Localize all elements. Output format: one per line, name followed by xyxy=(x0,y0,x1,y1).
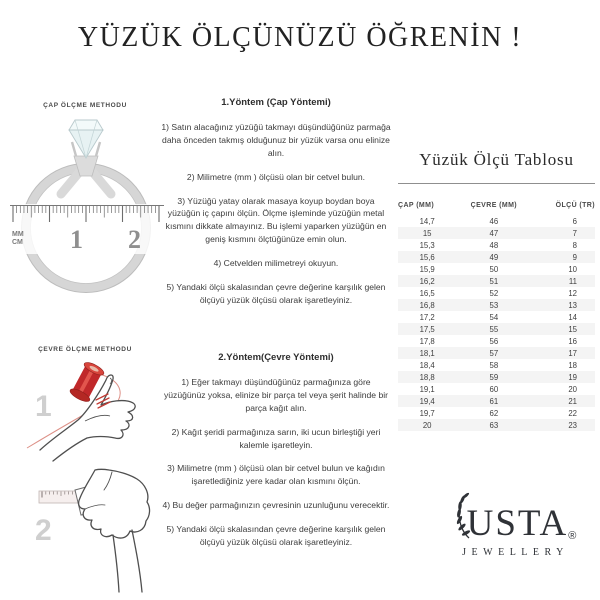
brand-logo xyxy=(435,492,591,558)
method1-heading: 1.Yöntem (Çap Yöntemi) xyxy=(221,97,331,108)
table-cell: 7 xyxy=(572,228,577,238)
table-row xyxy=(398,395,595,407)
figure-number-2: 2 xyxy=(35,514,52,547)
logo-subtitle: JEWELLERY xyxy=(462,547,569,558)
step-text: 5) Yandaki ölçü skalasından çevre değerine karşılık gelen ölçüyü yüzük ölçüsü olarak işaretleyiniz. xyxy=(166,524,386,548)
table-cell: 18,8 xyxy=(419,372,435,382)
table-cell: 12 xyxy=(568,288,577,298)
table-cell: 48 xyxy=(489,240,499,250)
table-cell: 17,2 xyxy=(419,312,435,322)
table-cell: 61 xyxy=(489,396,499,406)
table-cell: 63 xyxy=(489,420,499,430)
table-cell: 15 xyxy=(568,324,577,334)
pinching-hand-graphic xyxy=(79,469,150,592)
table-cell: 21 xyxy=(568,396,577,406)
ruler-graphic xyxy=(8,204,166,254)
step-text: 1) Eğer takmayı düşündüğünüz parmağınıza göre yüzüğünüz yoksa, elinize bir parça tel veya şerit halinde bir parça kağıt alın. xyxy=(163,377,389,413)
table-cell: 17,5 xyxy=(419,324,435,334)
method2-steps xyxy=(161,376,391,549)
table-cell: 6 xyxy=(572,216,577,226)
table-cell: 17,8 xyxy=(419,336,435,346)
table-cell: 11 xyxy=(568,276,577,286)
table-cell: 9 xyxy=(572,252,577,262)
table-cell: 10 xyxy=(568,264,577,274)
step-text: 3) Yüzüğü yatay olarak masaya koyup boydan boya yüzüğün iç çapını ölçün. Ölçme işleminde yüzüğün metal kısmını dikkate almayınız. Bu işlemi yaparken yüzüğün en geniş kısmını ölçtüğünüze emin olun. xyxy=(165,195,387,245)
hand-thread-illustration xyxy=(15,358,165,470)
table-cell: 20 xyxy=(568,384,577,394)
table-row xyxy=(398,299,595,311)
table-row xyxy=(398,251,595,263)
column-header-cap: ÇAP (MM) xyxy=(398,202,435,209)
table-cell: 13 xyxy=(568,300,577,310)
table-row xyxy=(398,347,595,359)
table-cell: 16,5 xyxy=(419,288,435,298)
table-cell: 20 xyxy=(422,420,432,430)
table-row xyxy=(398,311,595,323)
method2-heading: 2.Yöntem(Çevre Yöntemi) xyxy=(218,352,334,363)
table-cell: 56 xyxy=(489,336,499,346)
table-cell: 57 xyxy=(489,348,499,358)
table-row xyxy=(398,359,595,371)
table-row xyxy=(398,239,595,251)
table-row xyxy=(398,215,595,227)
table-cell: 55 xyxy=(489,324,499,334)
table-cell: 16,2 xyxy=(419,276,435,286)
ring-size-table xyxy=(398,196,595,431)
step-text: 5) Yandaki ölçü skalasından çevre değerine karşılık gelen ölçüyü yüzük ölçüsü olarak işaretleyiniz. xyxy=(166,282,386,305)
ruler-mm-label: MM xyxy=(12,231,24,238)
step-text: 3) Milimetre (mm ) ölçüsü olan bir cetvel bulun ve kağıdın işaretlediğiniz yere kadar olan kısmını ölçün. xyxy=(167,463,385,487)
table-divider xyxy=(398,183,595,184)
page-title: YÜZÜK ÖLÇÜNÜZÜ ÖĞRENİN ! xyxy=(77,22,523,53)
ruler-cm-label: CM xyxy=(12,239,23,246)
table-cell: 14 xyxy=(568,312,577,322)
table-cell: 19 xyxy=(568,372,577,382)
table-cell: 54 xyxy=(489,312,499,322)
table-cell: 16 xyxy=(568,336,577,346)
registered-trademark-icon: ® xyxy=(568,530,577,542)
table-row xyxy=(398,371,595,383)
table-cell: 47 xyxy=(489,228,499,238)
size-table-section xyxy=(398,150,595,431)
table-cell: 46 xyxy=(489,216,499,226)
logo-name: USTA xyxy=(466,503,569,544)
table-cell: 15 xyxy=(422,228,432,238)
table-row xyxy=(398,335,595,347)
column-header-cevre: ÇEVRE (MM) xyxy=(470,202,518,209)
table-cell: 51 xyxy=(489,276,499,286)
step-text: 2) Kağıt şeridi parmağınıza sarın, iki ucun birleştiği yeri kalemle işaretleyin. xyxy=(171,426,381,450)
step-text: 4) Cetvelden milimetreyi okuyun. xyxy=(213,258,339,269)
figure-number-1: 1 xyxy=(35,390,52,423)
diameter-method-label: ÇAP ÖLÇME METHODU xyxy=(43,102,127,109)
table-row xyxy=(398,407,595,419)
step-text: 4) Bu değer parmağınızın çevresinin uzunluğunu verecektir. xyxy=(162,500,390,511)
column-header-olcu: ÖLÇÜ (TR) xyxy=(555,202,595,209)
table-row xyxy=(398,263,595,275)
method1-steps xyxy=(161,121,391,307)
table-cell: 16,8 xyxy=(419,300,435,310)
table-cell: 58 xyxy=(489,360,499,370)
table-cell: 8 xyxy=(572,240,577,250)
table-cell: 52 xyxy=(489,288,499,298)
table-row xyxy=(398,275,595,287)
table-cell: 17 xyxy=(568,348,577,358)
table-cell: 62 xyxy=(489,408,499,418)
table-cell: 15,3 xyxy=(419,240,435,250)
table-cell: 49 xyxy=(489,252,499,262)
method1-section xyxy=(161,97,391,318)
table-cell: 19,1 xyxy=(419,384,435,394)
table-cell: 53 xyxy=(489,300,499,310)
method2-section xyxy=(161,352,391,560)
table-row xyxy=(398,419,595,431)
table-cell: 50 xyxy=(489,264,499,274)
table-cell: 22 xyxy=(568,408,577,418)
table-cell: 18,4 xyxy=(419,360,435,370)
table-row xyxy=(398,323,595,335)
table-cell: 59 xyxy=(489,372,499,382)
ring-ruler-illustration xyxy=(8,112,166,294)
table-row xyxy=(398,287,595,299)
step-text: 1) Satın alacağınız yüzüğü takmayı düşündüğünüz parmağa daha önceden takmış olduğunuz bir yüzük varsa onu elinize alın. xyxy=(161,122,391,158)
table-header-row xyxy=(398,196,595,215)
size-table-title: Yüzük Ölçü Tablosu xyxy=(419,150,574,169)
table-cell: 60 xyxy=(489,384,499,394)
table-cell: 18 xyxy=(568,360,577,370)
table-cell: 19,7 xyxy=(419,408,435,418)
table-row xyxy=(398,227,595,239)
table-cell: 19,4 xyxy=(419,396,435,406)
table-cell: 15,9 xyxy=(419,264,435,274)
table-cell: 15,6 xyxy=(419,252,435,262)
hand-measure-illustration xyxy=(15,468,165,593)
table-cell: 18,1 xyxy=(419,348,435,358)
circumference-method-label: ÇEVRE ÖLÇME METHODU xyxy=(38,346,132,353)
table-row xyxy=(398,383,595,395)
table-cell: 14,7 xyxy=(419,216,435,226)
ruler-number-2: 2 xyxy=(128,225,141,254)
table-cell: 23 xyxy=(568,420,577,430)
step-text: 2) Milimetre (mm ) ölçüsü olan bir cetvel bulun. xyxy=(186,171,366,182)
size-table-body xyxy=(398,215,595,431)
ruler-number-1: 1 xyxy=(70,225,83,254)
